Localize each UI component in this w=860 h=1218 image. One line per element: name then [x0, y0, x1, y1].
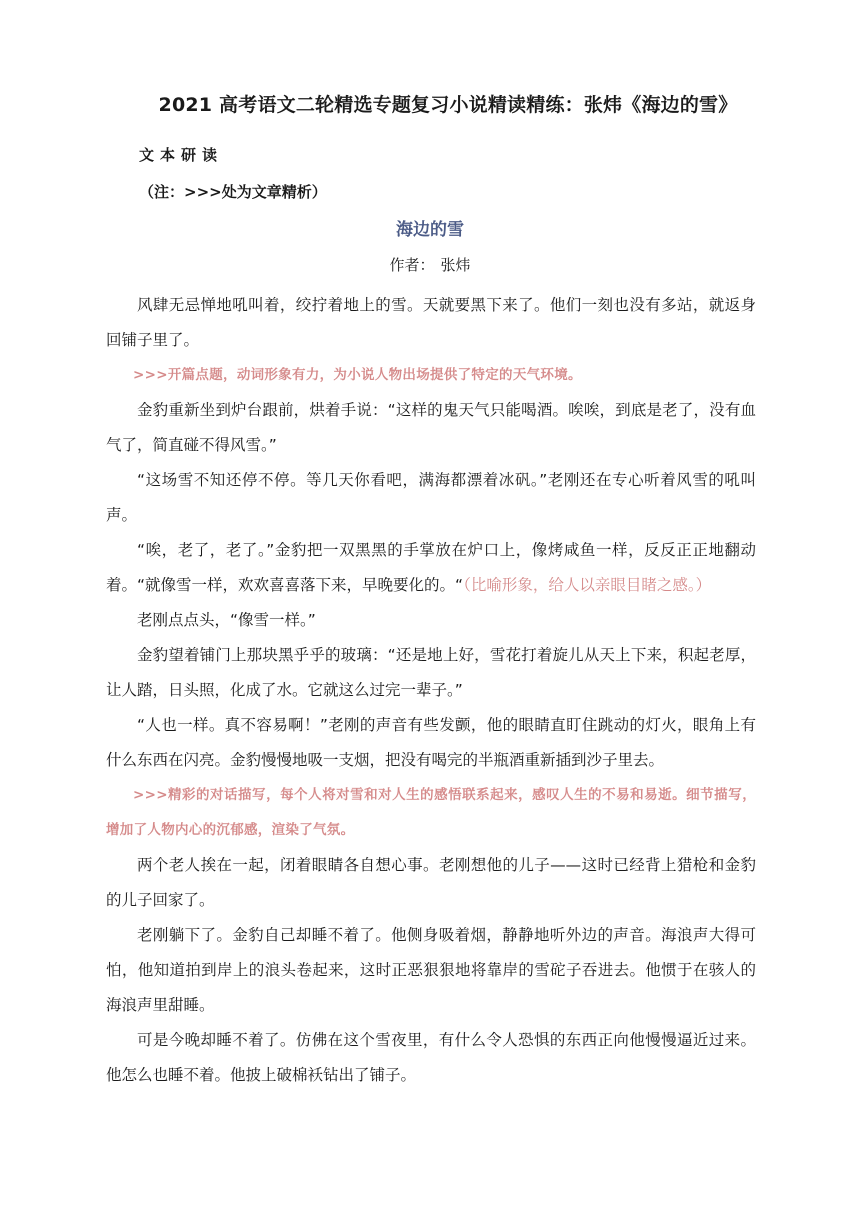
story-title: 海边的雪 [396, 220, 464, 240]
section-heading: 文本研读 [139, 146, 224, 164]
paragraph-text: “唉，老了，老了。”金豹把一双黑黑的手掌放在炉口上，像烤咸鱼一样，反反正正地翻动着。“就像雪一样，欢欢喜喜落下来，早晚要化的。“ [106, 541, 756, 594]
analysis-note: （注：>>>处为文章精析） [139, 183, 327, 201]
story-paragraph: 风肆无忌惮地吼叫着，绞拧着地上的雪。天就要黑下来了。他们一刻也没有多站，就返身回铺子里了。 [106, 296, 756, 349]
story-paragraph: 老刚躺下了。金豹自己却睡不着了。他侧身吸着烟，静静地听外边的声音。海浪声大得可怕，他知道拍到岸上的浪头卷起来，这时正恶狠狠地将靠岸的雪砣子吞进去。他惯于在骇人的海浪声里甜睡。 [106, 926, 756, 1014]
story-paragraph: 老刚点点头，“像雪一样。” [137, 611, 316, 629]
story-paragraph: 金豹重新坐到炉台跟前，烘着手说：“这样的鬼天气只能喝酒。唉唉，到底是老了，没有血气了，简直碰不得风雪。” [106, 401, 756, 454]
analysis-comment: >>>开篇点题，动词形象有力，为小说人物出场提供了特定的天气环境。 [133, 367, 582, 383]
story-paragraph: “人也一样。真不容易啊！”老刚的声音有些发颤，他的眼睛直盯住跳动的灯火，眼角上有什么东西在闪亮。金豹慢慢地吸一支烟，把没有喝完的半瓶酒重新插到沙子里去。 [106, 716, 756, 769]
story-body [106, 288, 756, 1093]
analysis-comment: >>>精彩的对话描写，每个人将对雪和对人生的感悟联系起来，感叹人生的不易和易逝。细节描写，增加了人物内心的沉郁感，渲染了气氛。 [106, 787, 756, 838]
author-label: 作者： [389, 256, 435, 274]
author-line [0, 254, 860, 275]
story-paragraph: “这场雪不知还停不停。等几天你看吧，满海都漂着冰矾。”老刚还在专心听着风雪的吼叫声。 [106, 471, 756, 524]
document-title: 2021 高考语文二轮精选专题复习小说精读精练：张炜《海边的雪》 [158, 94, 738, 116]
story-paragraph: 可是今晚却睡不着了。仿佛在这个雪夜里，有什么令人恐惧的东西正向他慢慢逼近过来。他怎么也睡不着。他披上破棉袄钻出了铺子。 [106, 1031, 756, 1084]
inline-analysis-comment: （比喻形象，给人以亲眼目睹之感。） [463, 576, 712, 594]
story-paragraph: 两个老人挨在一起，闭着眼睛各自想心事。老刚想他的儿子——这时已经背上猎枪和金豹的儿子回家了。 [106, 856, 756, 909]
story-paragraph [106, 533, 756, 603]
story-paragraph: 金豹望着铺门上那块黑乎乎的玻璃：“还是地上好，雪花打着旋儿从天上下来，积起老厚，让人踏，日头照，化成了水。它就这么过完一辈子。” [106, 646, 756, 699]
author-name: 张炜 [440, 256, 471, 274]
